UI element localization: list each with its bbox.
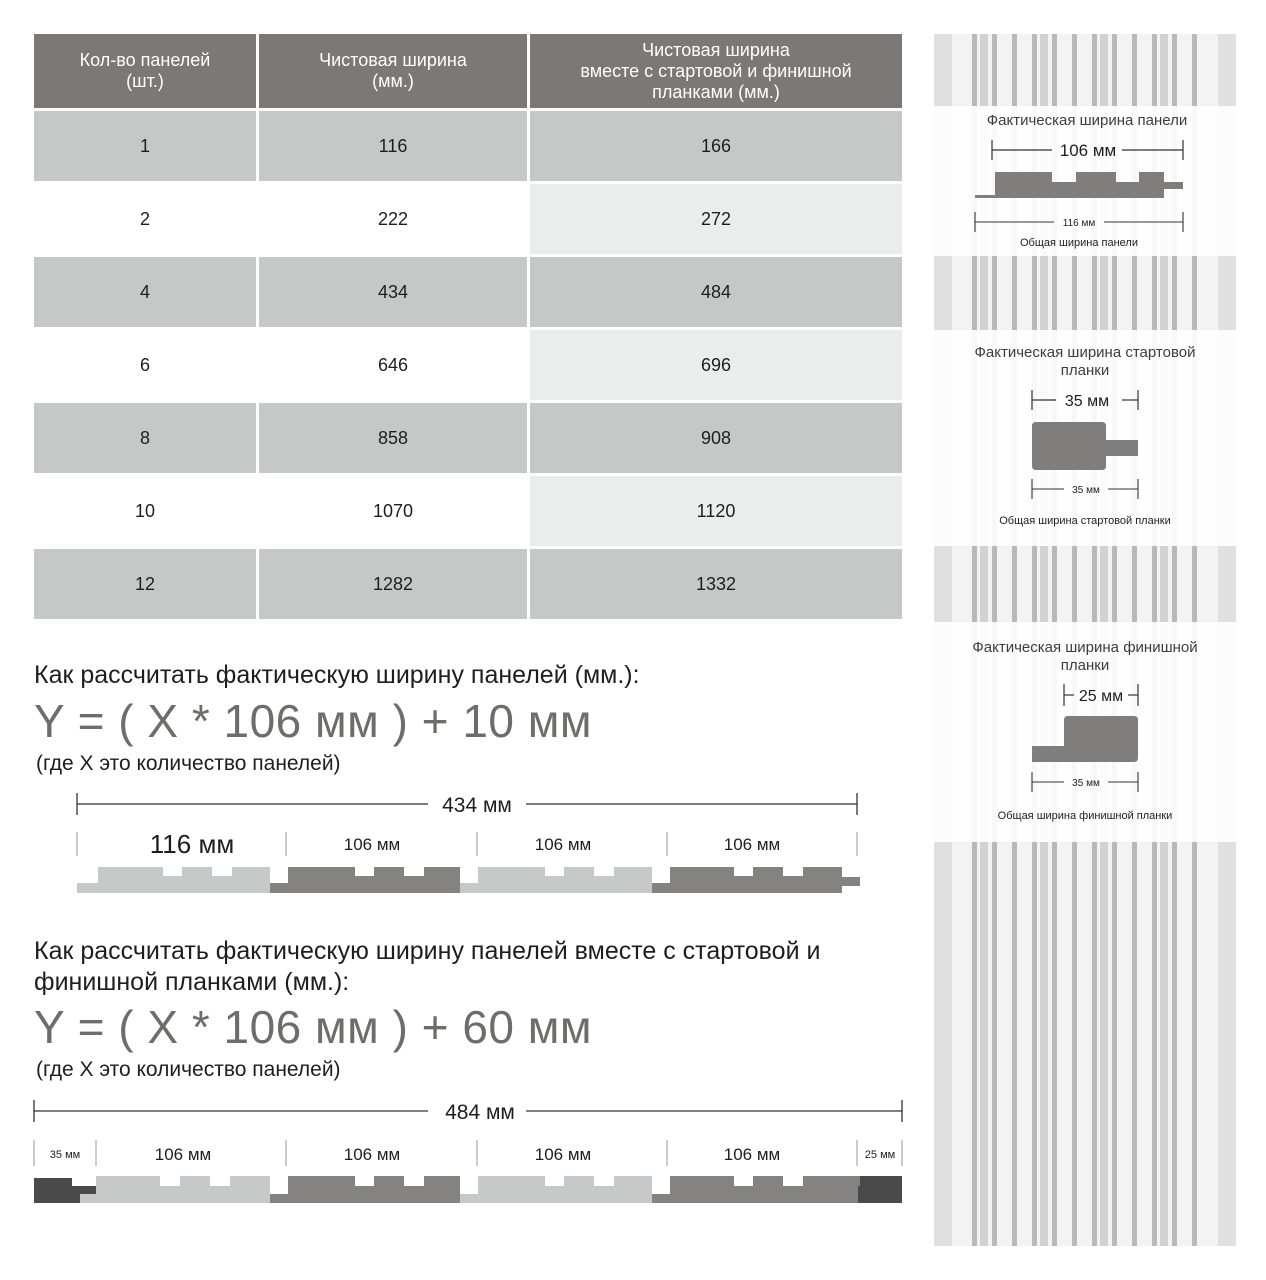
side-panel-total-label: 116 мм (1062, 218, 1096, 229)
panel-profile-7 (460, 1176, 652, 1203)
header-net-width: Чистовая ширина (мм.) (258, 34, 529, 110)
cell-count: 12 (34, 548, 258, 620)
cell-width-with-strips: 1120 (529, 475, 903, 548)
section2-heading-line1: Как рассчитать фактическую ширину панелей вместе с стартовой и (34, 937, 821, 965)
table-row (34, 110, 902, 183)
side-finish-actual-label: 25 мм (1078, 688, 1124, 705)
section1-formula: Y = ( X * 106 мм ) + 10 мм (34, 695, 593, 747)
segment-label-4: 106 мм (723, 835, 781, 854)
dimensions-table (34, 34, 902, 619)
panel-profile-8 (652, 1176, 860, 1203)
total-width-label-2: 484 мм (445, 1101, 515, 1124)
panel-profile-6 (270, 1176, 460, 1203)
cell-count: 6 (34, 329, 258, 402)
cell-count: 4 (34, 256, 258, 329)
panel-profile-2 (270, 867, 460, 893)
segment-label-8: 106 мм (723, 1145, 781, 1164)
segment-label-2: 106 мм (343, 835, 401, 854)
side-panel-actual-label: 106 мм (1059, 141, 1117, 160)
table-row (34, 548, 902, 620)
side-start-actual-label: 35 мм (1064, 393, 1110, 410)
header-net-width-with-strips: Чистовая ширина вместе с стартовой и финишной планками (мм.) (529, 34, 903, 110)
segment-label-1: 116 мм (149, 829, 235, 859)
total-width-label-1: 434 мм (442, 794, 512, 817)
cell-width-with-strips: 696 (529, 329, 903, 402)
table-row (34, 475, 902, 548)
section2-note: (где X это количество панелей) (36, 1058, 341, 1081)
cell-count: 10 (34, 475, 258, 548)
panel-profile-5 (80, 1176, 270, 1203)
side-finish-total-label: 35 мм (1072, 778, 1100, 789)
side-panel-diagram (934, 132, 1236, 252)
cell-net-width: 858 (258, 402, 529, 475)
side-start-diagram (934, 386, 1236, 536)
cell-count: 1 (34, 110, 258, 183)
side-panel-title: Фактическая ширина панели (986, 112, 1188, 129)
segment-label-3: 106 мм (534, 835, 592, 854)
side-panel-caption: Общая ширина панели (1020, 237, 1138, 249)
side-illustration (934, 34, 1236, 1246)
cell-count: 2 (34, 183, 258, 256)
side-start-total-label: 35 мм (1072, 485, 1100, 496)
side-finish-diagram (934, 680, 1236, 830)
panel-profile-1 (77, 867, 270, 893)
cell-width-with-strips: 166 (529, 110, 903, 183)
start-strip-label: 35 мм (49, 1149, 81, 1161)
finish-strip-profile (858, 1176, 902, 1203)
cell-net-width: 1070 (258, 475, 529, 548)
cell-width-with-strips: 908 (529, 402, 903, 475)
table-row (34, 402, 902, 475)
cell-width-with-strips: 1332 (529, 548, 903, 620)
cell-net-width: 1282 (258, 548, 529, 620)
panel-profile-3 (460, 867, 652, 893)
side-start-title-line1: Фактическая ширина стартовой (974, 344, 1196, 361)
side-finish-caption: Общая ширина финишной планки (997, 810, 1173, 822)
side-start-title-line2: планки (1060, 362, 1110, 379)
finish-strip-label: 25 мм (864, 1149, 896, 1161)
cell-width-with-strips: 484 (529, 256, 903, 329)
header-count: Кол-во панелей (шт.) (34, 34, 258, 110)
cell-net-width: 646 (258, 329, 529, 402)
panel-assembly-diagram-2 (0, 1090, 920, 1210)
section2-heading (34, 936, 820, 998)
side-start-caption: Общая ширина стартовой планки (999, 515, 1171, 527)
table-row (34, 329, 902, 402)
table-row (34, 183, 902, 256)
segment-label-5: 106 мм (154, 1145, 212, 1164)
cell-count: 8 (34, 402, 258, 475)
side-finish-title-line1: Фактическая ширина финишной (972, 639, 1198, 656)
section2-heading-line2: финишной планками (мм.): (34, 968, 350, 996)
section2-formula: Y = ( X * 106 мм ) + 60 мм (34, 1001, 593, 1053)
section1-heading: Как рассчитать фактическую ширину панелей (мм.): (34, 661, 640, 689)
panel-assembly-diagram-1 (0, 780, 920, 905)
cell-net-width: 434 (258, 256, 529, 329)
segment-label-7: 106 мм (534, 1145, 592, 1164)
section1-note: (где X это количество панелей) (36, 752, 341, 775)
panel-profile-4 (652, 867, 860, 893)
side-finish-title (934, 639, 1236, 675)
segment-label-6: 106 мм (343, 1145, 401, 1164)
cell-net-width: 222 (258, 183, 529, 256)
side-start-title (934, 344, 1236, 380)
table-row (34, 256, 902, 329)
table-header-row (34, 34, 902, 110)
cell-net-width: 116 (258, 110, 529, 183)
side-finish-title-line2: планки (1060, 657, 1110, 674)
cell-width-with-strips: 272 (529, 183, 903, 256)
